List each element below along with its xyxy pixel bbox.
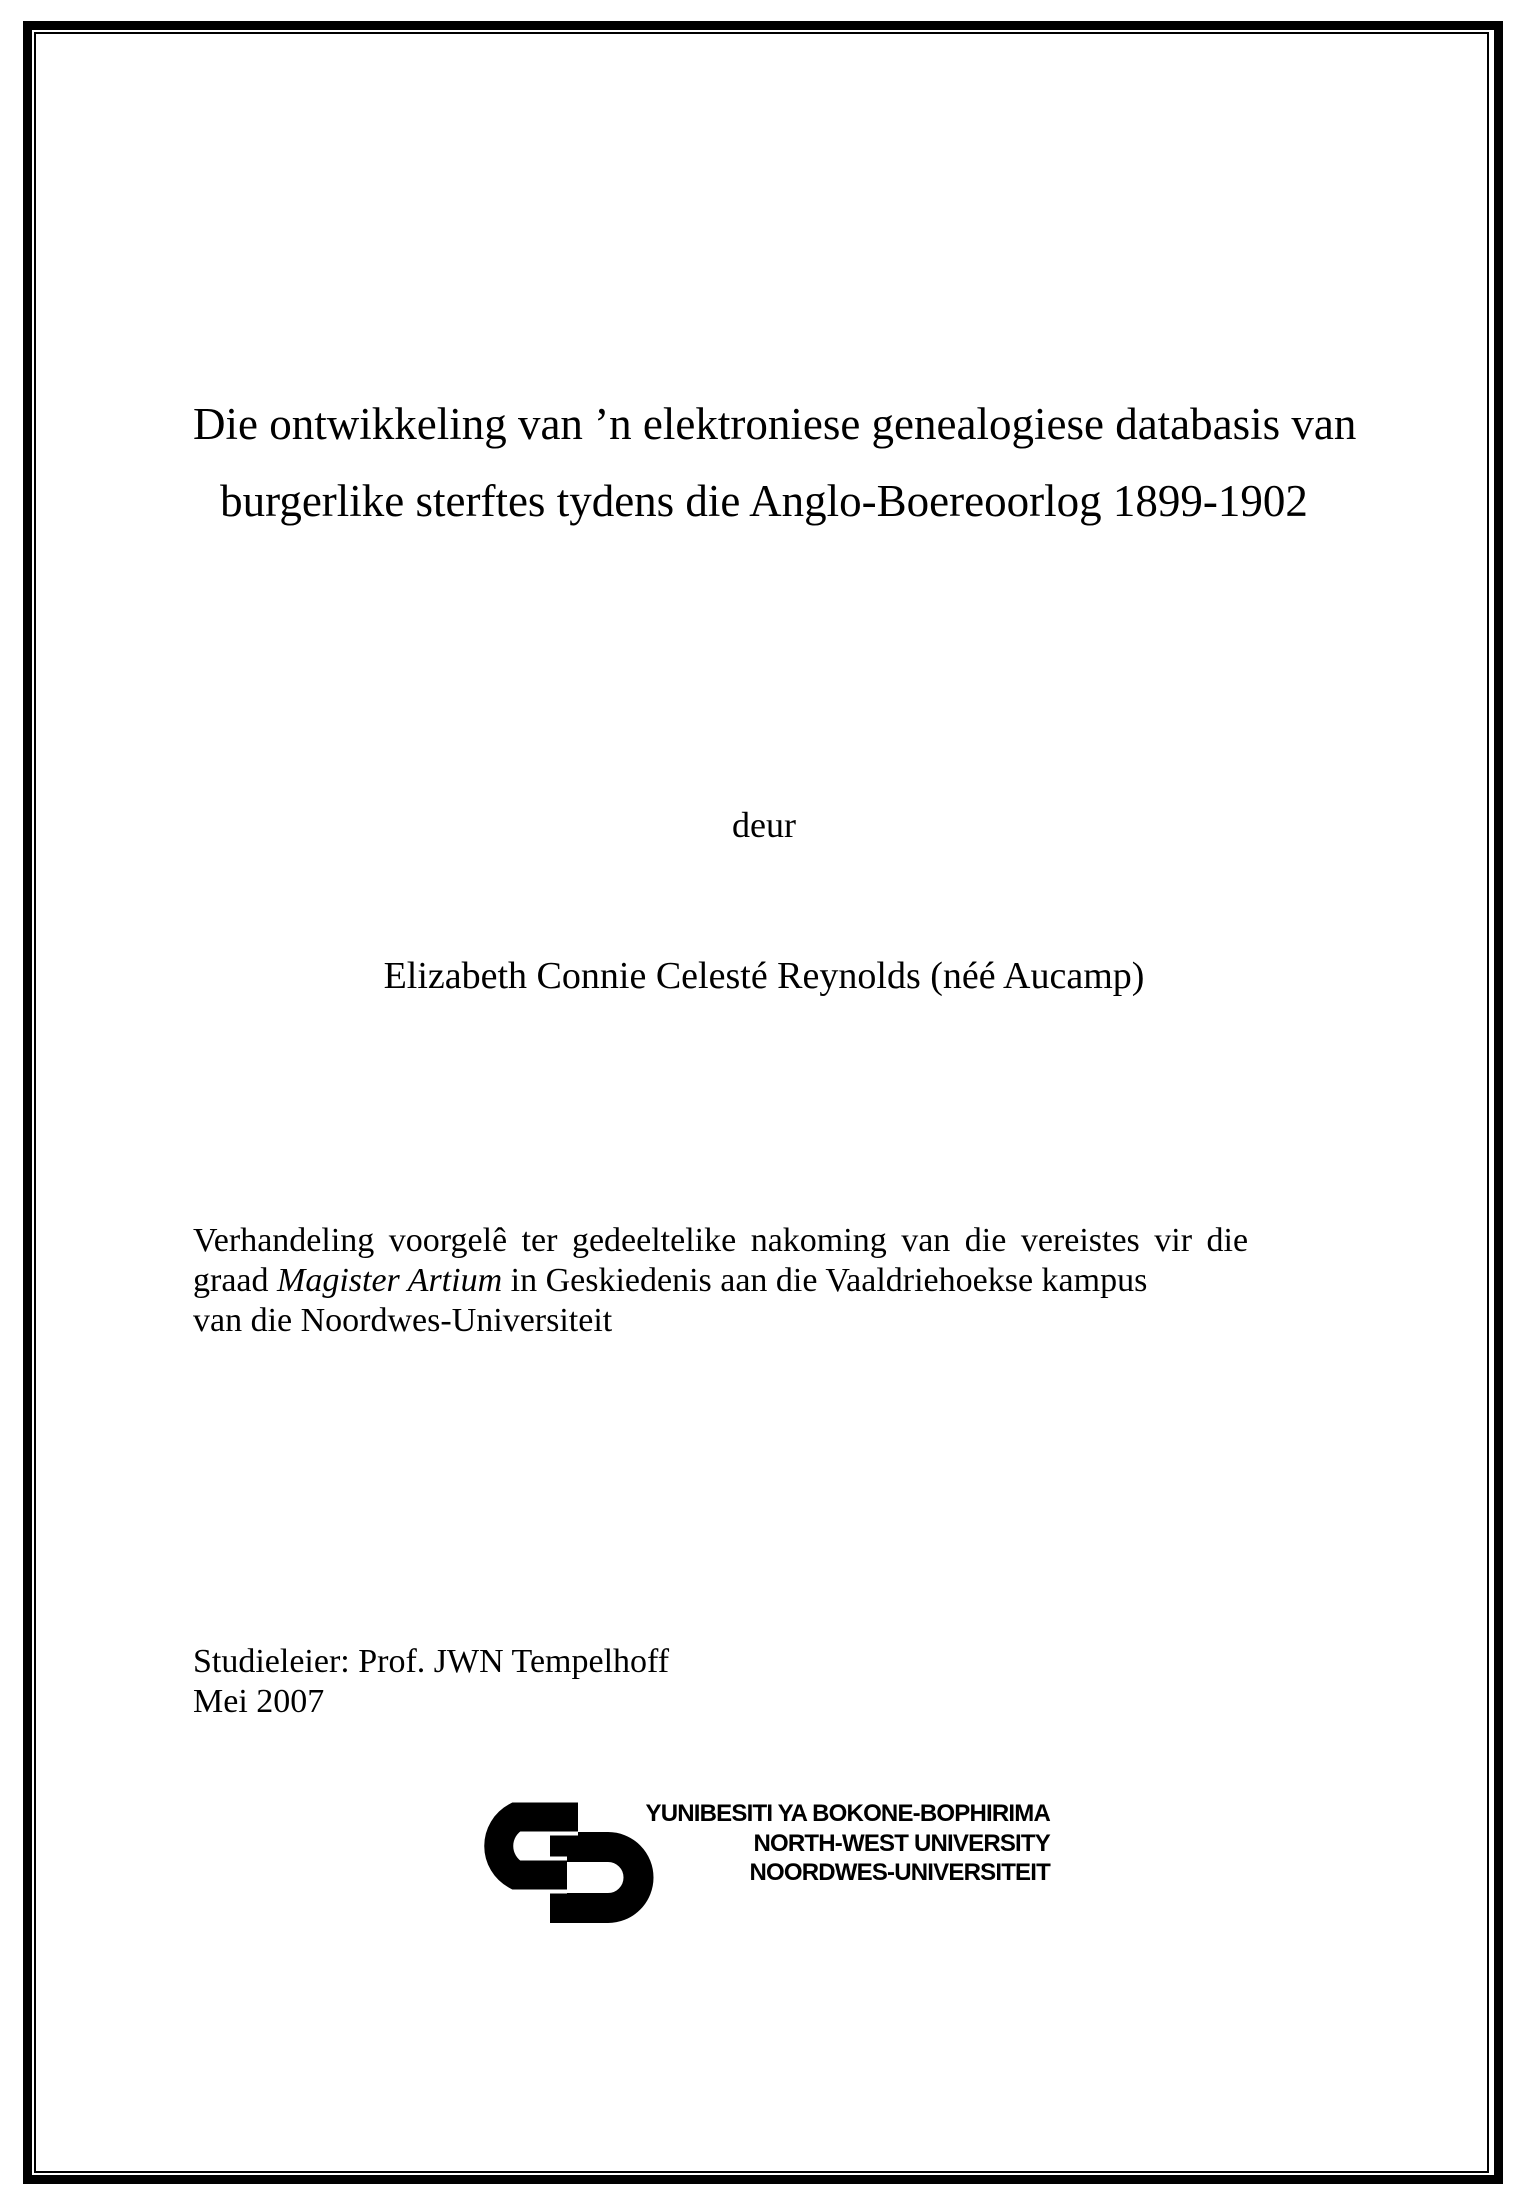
author-name: Elizabeth Connie Celesté Reynolds (néé Aucamp) [383,955,1145,997]
thesis-title-line2: burgerlike sterftes tydens die Anglo-Boereoorlog 1899-1902 [220,476,1308,526]
declaration-line3: van die Noordwes-Universiteit [193,1302,613,1339]
university-name-setswana: YUNIBESITI YA BOKONE-BOPHIRIMA [645,1800,1050,1827]
supervisor-block [193,1642,1335,1722]
university-wordmark [520,1799,1050,1888]
supervisor-line: Studieleier: Prof. JWN Tempelhoff [193,1643,670,1680]
date-line: Mei 2007 [193,1683,325,1720]
byline-label: deur [732,805,796,845]
degree-declaration [193,1221,1335,1341]
declaration-line2 [193,1261,1335,1301]
thesis-title [193,386,1357,540]
declaration-line1: Verhandeling voorgelê ter gedeeltelike nakoming van die vereistes vir die [193,1222,1249,1259]
declaration-degree-name: Magister Artium [277,1262,503,1299]
thesis-title-line1: Die ontwikkeling van ’n elektroniese genealogiese databasis van [193,399,1357,449]
university-name-afrikaans: NOORDWES-UNIVERSITEIT [749,1859,1050,1886]
university-name-english: NORTH-WEST UNIVERSITY [753,1829,1050,1857]
declaration-line2-pre: graad [193,1262,278,1299]
declaration-line2-post: in Geskiedenis aan die Vaaldriehoekse kampus [502,1262,1148,1299]
